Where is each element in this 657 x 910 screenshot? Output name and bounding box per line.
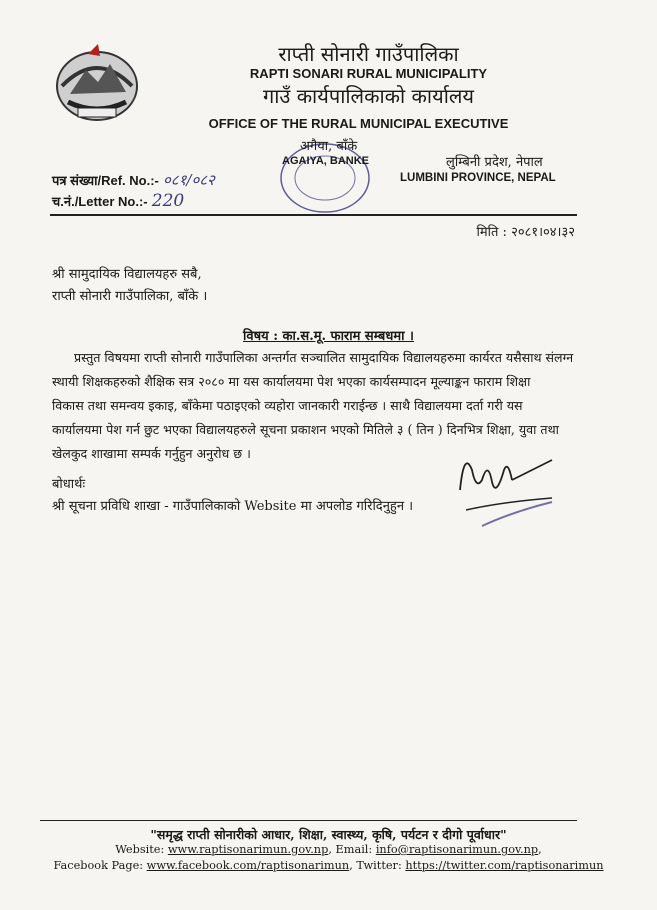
body-line: कार्यालयमा पेश गर्न छुट भएका विद्यालयहरुले सूचना प्रकाशन भएको मितिले ३ ( तिन ) दिनभित्र शिक्षा, युवा तथा bbox=[52, 422, 559, 437]
email-link[interactable]: info@raptisonarimun.gov.np bbox=[375, 843, 539, 856]
footer-tagline: "समृद्ध राप्ती सोनारीको आधार, शिक्षा, स्वास्थ्य, कृषि, पर्यटन र दीगो पूर्वाधार" bbox=[150, 827, 507, 842]
location-nepali: अगैया, बाँके bbox=[300, 139, 358, 154]
recipient-line-2: राप्ती सोनारी गाउँपालिका, बाँके । bbox=[52, 289, 208, 304]
signature bbox=[452, 440, 562, 530]
twitter-link[interactable]: https://twitter.com/raptisonarimun bbox=[405, 859, 604, 872]
letter-label: च.नं./Letter No.:- bbox=[52, 194, 148, 209]
footer-divider bbox=[40, 820, 577, 821]
body-line: प्रस्तुत विषयमा राप्ती सोनारी गाउँपालिका अन्तर्गत सञ्चालित सामुदायिक विद्यालयहरुमा कार्यरत यसैसाथ संलग्न bbox=[74, 350, 574, 365]
municipality-name-nepali: राप्ती सोनारी गाउँपालिका bbox=[278, 42, 459, 66]
header-divider bbox=[50, 214, 577, 216]
location-english: AGAIYA, BANKE bbox=[282, 155, 369, 167]
footer-social-line: Facebook Page: www.facebook.com/raptisonarimun, Twitter: https://twitter.com/raptisonarimun bbox=[53, 859, 604, 872]
cc-label: बोधार्थः bbox=[52, 477, 86, 492]
province-nepali: लुम्बिनी प्रदेश, नेपाल bbox=[446, 155, 543, 170]
cc-line: श्री सूचना प्रविधि शाखा - गाउँपालिकाको Website मा अपलोड गरिदिनुहुन । bbox=[52, 499, 414, 514]
office-name-nepali: गाउँ कार्यपालिकाको कार्यालय bbox=[262, 84, 475, 108]
body-line: खेलकुद शाखामा सम्पर्क गर्नुहुन अनुरोध छ । bbox=[52, 446, 251, 461]
province-english: LUMBINI PROVINCE, NEPAL bbox=[400, 172, 556, 184]
office-name-english: OFFICE OF THE RURAL MUNICIPAL EXECUTIVE bbox=[208, 116, 509, 131]
ref-label: पत्र संख्या/Ref. No.:- bbox=[52, 173, 159, 188]
ref-number-row bbox=[52, 170, 215, 190]
recipient-line-1: श्री सामुदायिक विद्यालयहरु सबै, bbox=[52, 267, 202, 282]
website-link[interactable]: www.raptisonarimun.gov.np bbox=[167, 843, 329, 856]
municipality-name-english: RAPTI SONARI RURAL MUNICIPALITY bbox=[249, 66, 488, 81]
body-line: विकास तथा समन्वय इकाइ, बाँकेमा पठाइएको व्यहोरा जानकारी गराईन्छ । साथै विद्यालयमा दर्ता गरी यस bbox=[52, 398, 523, 413]
letter-value: 220 bbox=[151, 191, 185, 211]
letter-date: मिति : २०८१।०४।३२ bbox=[476, 225, 575, 240]
subject-line: विषय : का.स.मू. फाराम सम्बधमा । bbox=[243, 329, 414, 344]
body-line: स्थायी शिक्षकहरुको शैक्षिक सत्र २०८० मा यस कार्यालयमा पेश भएका कार्यसम्पादन मूल्याङ्कन फाराम शिक्षा bbox=[52, 374, 531, 389]
letter-number-row bbox=[52, 191, 184, 211]
footer-contact-line: Website: www.raptisonarimun.gov.np, Email: info@raptisonarimun.gov.np, bbox=[115, 843, 542, 856]
facebook-link[interactable]: www.facebook.com/raptisonarimun bbox=[146, 859, 350, 872]
ref-value: ०८१/०८२ bbox=[163, 171, 215, 189]
